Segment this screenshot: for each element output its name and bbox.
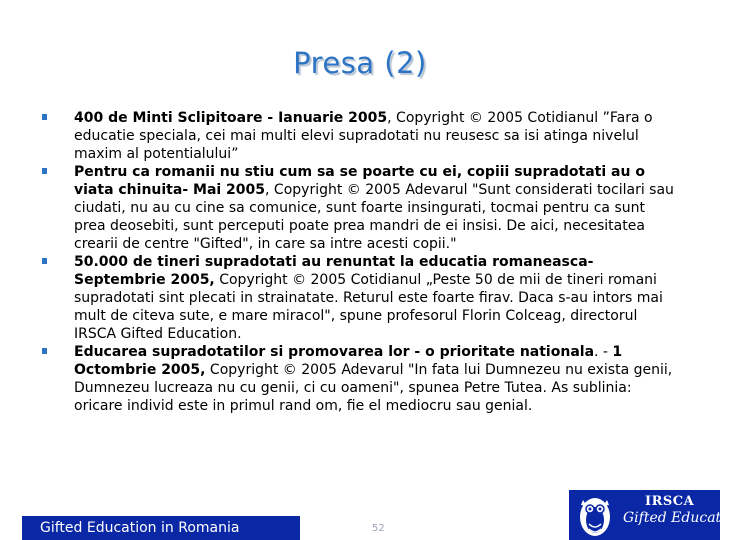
bullet-headline: 50.000 de tineri supradotati au renuntat la educatia romaneasca- Septembrie 2005, <box>74 254 594 288</box>
bullet-item-3 <box>40 253 680 343</box>
bullet-text: . - <box>594 344 613 360</box>
footer-banner: Gifted Education in Romania <box>22 516 300 540</box>
bullet-square-icon <box>42 258 47 264</box>
bullet-text: , Copyright © 2005 Cotidianul ”Fara o educatie speciala, cei mai multi elevi supradotati nu reusesc sa isi atinga nivelul maxim al potentialului” <box>74 110 653 162</box>
irsca-logo <box>569 490 743 540</box>
logo-name: IRSCA <box>645 494 695 509</box>
bullet-headline: Pentru ca romanii nu stiu cum sa se poarte cu ei, copiii supradotati au o viata chinuita- Mai 2005 <box>74 164 645 198</box>
page-number: 52 <box>372 523 385 534</box>
logo-tagline: Gifted Education <box>623 510 743 526</box>
bullet-headline: 400 de Minti Sclipitoare - Ianuarie 2005 <box>74 110 388 126</box>
bullet-date: 1 Octombrie 2005, <box>74 344 623 378</box>
bullet-text: , Copyright © 2005 Adevarul "Sunt considerati tocilari sau ciudati, nu au cu cine sa comunice, sunt foarte insingurati, tocmai pentru ca sunt prea deosebiti, sunt perceputi poate prea mandri de ei insisi. De aici, necesitatea crearii de centre "Gifted", in care sa intre acesti copii." <box>74 182 674 252</box>
bullet-text: Copyright © 2005 Adevarul "In fata lui Dumnezeu nu exista genii, Dumnezeu lucreaza nu cu genii, ci cu oameni", spunea Petre Tutea. As sublinia: oricare individ este in primul rand om, fie el mediocru sau genial. <box>74 362 673 414</box>
bullet-text: Copyright © 2005 Cotidianul „Peste 50 de mii de tineri romani supradotati sint plecati in strainatate. Returul este foarte firav. Daca s-au intors mai mult de citeva sute, e mare miracol", spune profesorul Florin Colceag, directorul IRSCA Gifted Education. <box>74 272 663 342</box>
bullet-item-2 <box>40 163 680 253</box>
bullet-square-icon <box>42 348 47 354</box>
bullet-square-icon <box>42 114 47 120</box>
bullet-list <box>40 109 680 415</box>
bullet-item-4 <box>40 343 680 415</box>
bullet-item-1 <box>40 109 680 163</box>
owl-icon <box>573 492 617 538</box>
bullet-square-icon <box>42 168 47 174</box>
slide-title: Presa (2) <box>293 46 427 80</box>
bullet-headline: Educarea supradotatilor si promovarea lor - o prioritate nationala <box>74 344 595 360</box>
